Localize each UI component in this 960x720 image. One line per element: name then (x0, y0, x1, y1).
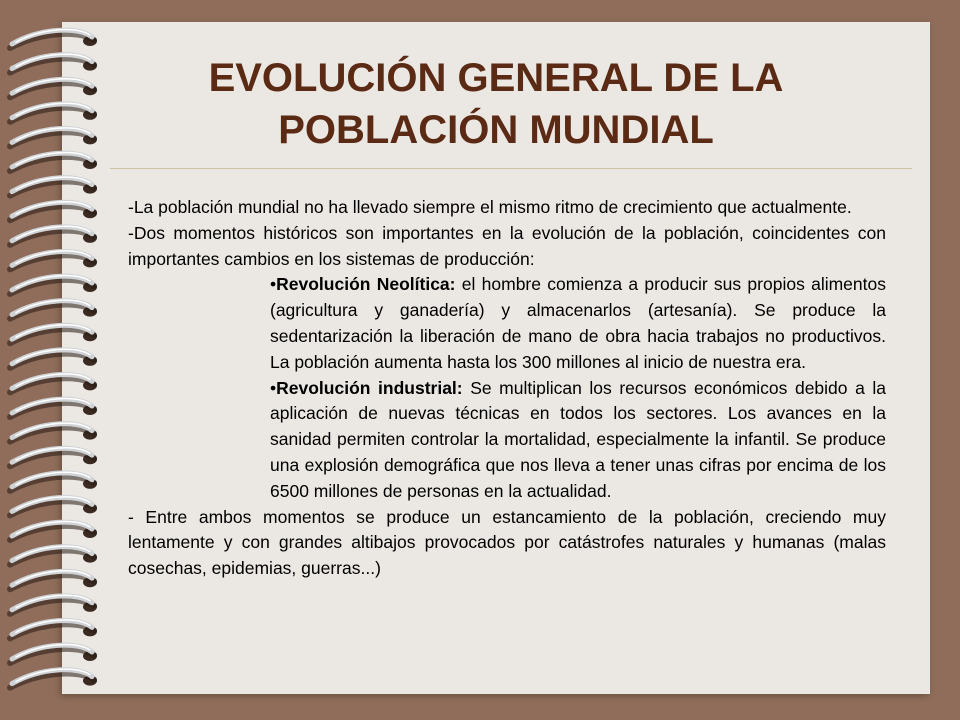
spiral-ring (10, 522, 97, 540)
spiral-ring (10, 300, 97, 318)
bullet-neolithic (270, 272, 886, 375)
spiral-ring (10, 423, 97, 441)
spiral-ring (10, 448, 97, 466)
spiral-ring (10, 177, 97, 195)
spiral-ring (10, 571, 97, 589)
spiral-ring (10, 497, 97, 515)
title-divider (110, 168, 912, 169)
bullet-marker: • (270, 377, 277, 398)
slide-title (62, 52, 930, 156)
paragraph-intro: -La población mundial no ha llevado siempre el mismo ritmo de crecimiento que actualmente. (128, 197, 852, 217)
bullet-term: Revolución Neolítica: (276, 274, 456, 295)
bullet-list (128, 272, 886, 504)
spiral-ring (10, 595, 97, 613)
spiral-ring (10, 251, 97, 269)
spiral-ring (10, 399, 97, 417)
spiral-ring (10, 374, 97, 392)
spiral-ring (10, 620, 97, 638)
spiral-ring (10, 202, 97, 220)
spiral-ring (10, 276, 97, 294)
bullet-industrial (270, 376, 886, 505)
spiral-ring (10, 349, 97, 367)
spiral-ring (10, 546, 97, 564)
spiral-ring (10, 325, 97, 343)
paragraph-stagnation: - Entre ambos momentos se produce un estancamiento de la población, creciendo muy lentamente y con grandes altibajos provocados por catástrofes naturales y humanas (malas cosechas, epidemias, guerras...) (128, 506, 886, 579)
spiral-ring (10, 645, 97, 663)
bullet-text: el hombre comienza a producir sus propios alimentos (agricultura y ganadería) y almacenarlos (artesanía). Se produce la sedentarización la liberación de mano de obra hacia trabajos no productivos. La población aumenta hasta los 300 millones al inicio de nuestra era. (270, 274, 886, 372)
body-text (128, 195, 886, 582)
bullet-marker: • (270, 274, 277, 295)
spiral-ring (10, 226, 97, 244)
paragraph-moments: -Dos momentos históricos son importantes en la evolución de la población, coincidentes con importantes cambios en los sistemas de producción: (128, 222, 886, 269)
title-line-2: POBLACIÓN MUNDIAL (278, 108, 714, 152)
bullet-term: Revolución industrial: (276, 377, 463, 398)
spiral-ring (10, 30, 97, 48)
bullet-text: Se multiplican los recursos económicos debido a la aplicación de nuevas técnicas en todos los sectores. Los avances en la sanidad permiten controlar la mortalidad, especialmente la infantil. Se produce una explosión demográfica que nos lleva a tener unas cifras por encima de los 6500 millones de personas en la actualidad. (270, 377, 886, 501)
title-line-1: EVOLUCIÓN GENERAL DE LA (208, 56, 784, 100)
spiral-ring (10, 669, 97, 687)
spiral-ring (10, 472, 97, 490)
